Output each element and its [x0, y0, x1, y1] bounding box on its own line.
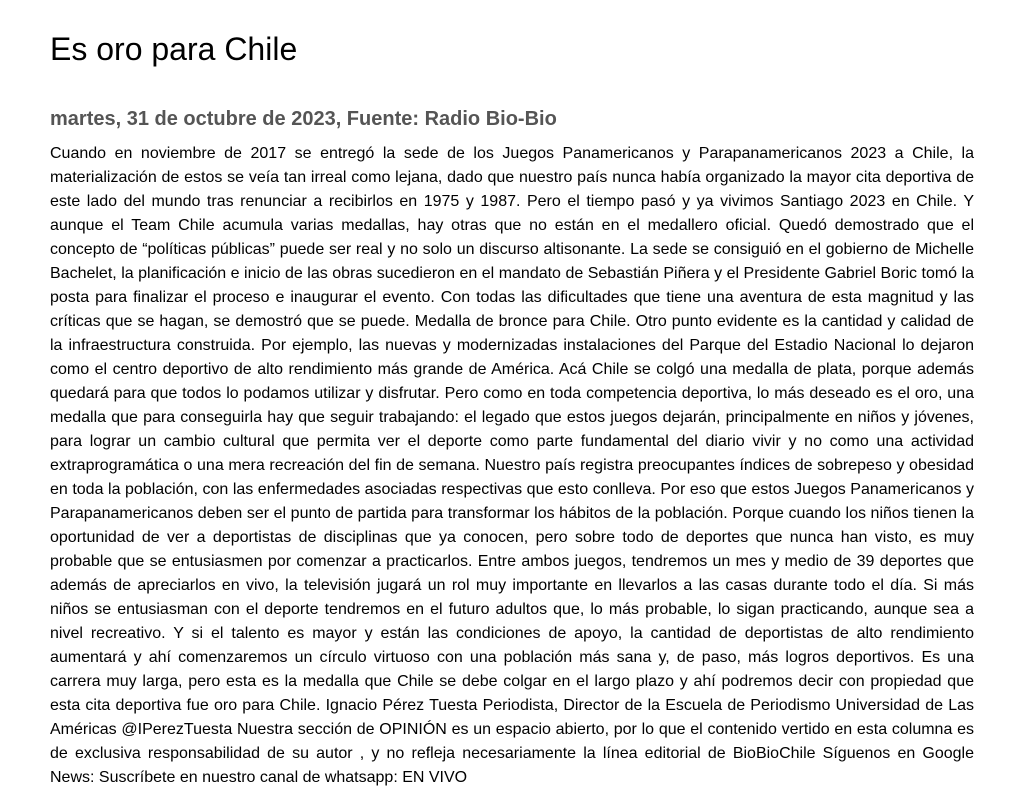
- article-date-source: martes, 31 de octubre de 2023, Fuente: Radio Bio-Bio: [50, 108, 557, 130]
- article-title: Es oro para Chile: [50, 31, 298, 67]
- article-body: Cuando en noviembre de 2017 se entregó la sede de los Juegos Panamericanos y Parapanamericanos 2023 a Chile, la materialización de estos se veía tan irreal como lejana, dado que nuestro país nunca había organizado la mayor cita deportiva de este lado del mundo tras renunciar a recibirlos en 1975 y 1987. Pero el tiempo pasó y ya vivimos Santiago 2023 en Chile. Y aunque el Team Chile acumula varias medallas, hay otras que no están en el medallero oficial. Quedó demostrado que el concepto de “políticas públicas” puede ser real y no solo un discurso altisonante. La sede se consiguió en el gobierno de Michelle Bachelet, la planificación e inicio de las obras sucedieron en el mandato de Sebastián Piñera y el Presidente Gabriel Boric tomó la posta para finalizar el proceso e inaugurar el evento. Con todas las dificultades que tiene una aventura de esta magnitud y las críticas que se hagan, se demostró que se puede. Medalla de bronce para Chile. Otro punto evidente es la cantidad y calidad de la infraestructura construida. Por ejemplo, las nuevas y modernizadas instalaciones del Parque del Estadio Nacional lo dejaron como el centro deportivo de alto rendimiento más grande de América. Acá Chile se colgó una medalla de plata, porque además quedará para que todos lo podamos utilizar y disfrutar. Pero como en toda competencia deportiva, lo más deseado es el oro, una medalla que para conseguirla hay que seguir trabajando: el legado que estos juegos dejarán, principalmente en niños y jóvenes, para lograr un cambio cultural que permita ver el deporte como parte fundamental del diario vivir y no como una actividad extraprogramática o una mera recreación del fin de semana. Nuestro país registra preocupantes índices de sobrepeso y obesidad en toda la población, con las enfermedades asociadas respectivas que esto conlleva. Por eso que estos Juegos Panamericanos y Parapanamericanos deben ser el punto de partida para transformar los hábitos de la población. Porque cuando los niños tienen la oportunidad de ver a deportistas de disciplinas que ya conocen, pero sobre todo de deportes que nunca han visto, es muy probable que se entusiasmen por comenzar a practicarlos. Entre ambos juegos, tendremos un mes y medio de 39 deportes que además de apreciarlos en vivo, la televisión jugará un rol muy importante en llevarlos a las casas durante todo el día. Si más niños se entusiasman con el deporte tendremos en el futuro adultos que, lo más probable, lo sigan practicando, aunque sea a nivel recreativo. Y si el talento es mayor y están las condiciones de apoyo, la cantidad de deportistas de alto rendimiento aumentará y ahí comenzaremos un círculo virtuoso con una población más sana y, de paso, más logros deportivos. Es una carrera muy larga, pero esta es la medalla que Chile se debe colgar en el largo plazo y ahí podremos decir con propiedad que esta cita deportiva fue oro para Chile. Ignacio Pérez Tuesta Periodista, Director de la Escuela de Periodismo Universidad de Las Américas @IPerezTuesta Nuestra sección de OPINIÓN es un espacio abierto, por lo que el contenido vertido en esta columna es de exclusiva responsabilidad de su autor , y no refleja necesariamente la línea editorial de BioBioChile Síguenos en Google News: Suscríbete en nuestro canal de whatsapp: EN VIVO: [50, 145, 974, 786]
